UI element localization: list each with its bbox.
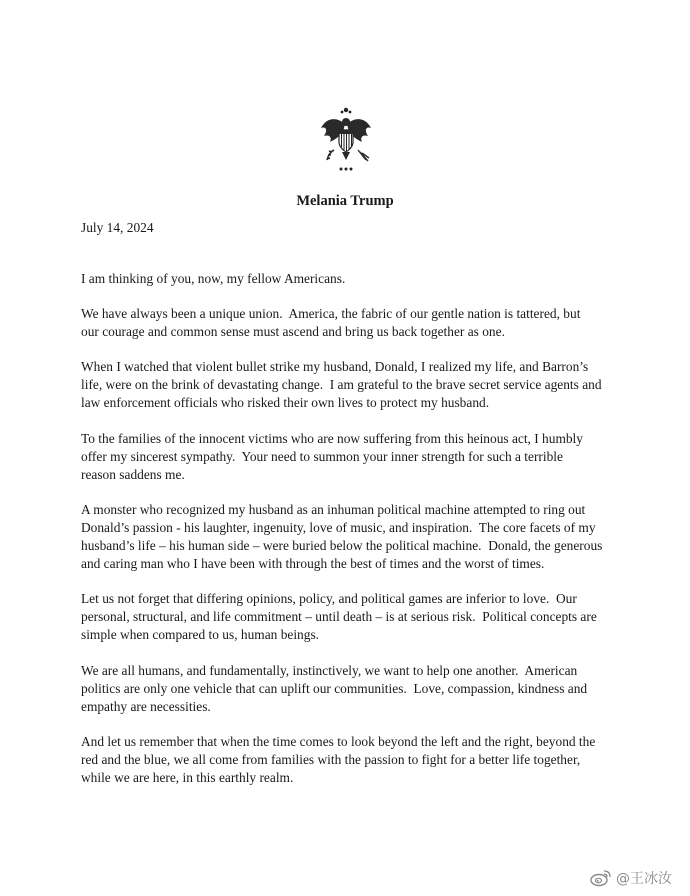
watermark bbox=[590, 868, 672, 888]
letter-line: law enforcement officials who risked their own lives to protect my husband. bbox=[81, 395, 490, 411]
letter-line: empathy are necessities. bbox=[81, 698, 211, 714]
letter-line: Donald’s passion - his laughter, ingenuity, love of music, and inspiration. The core facets of my bbox=[81, 519, 596, 535]
letter-line: while we are here, in this earthly realm. bbox=[81, 769, 294, 785]
letter-line: personal, structural, and life commitment – until death – is at serious risk. Political concepts are bbox=[81, 609, 597, 625]
letter-line: And let us remember that when the time comes to look beyond the left and the right, beyond the bbox=[81, 733, 596, 749]
letter-paragraph bbox=[81, 662, 621, 716]
letter-line: simple when compared to us, human beings. bbox=[81, 627, 320, 643]
letter-paragraph bbox=[81, 270, 621, 288]
letter-line: When I watched that violent bullet strike my husband, Donald, I realized my life, and Barron’s bbox=[81, 359, 589, 375]
eagle-seal-icon bbox=[318, 106, 374, 174]
letter-line: husband’s life – his human side – were buried below the political machine. Donald, the generous bbox=[81, 538, 603, 554]
letter-line: To the families of the innocent victims who are now suffering from this heinous act, I humbly bbox=[81, 430, 583, 446]
letter-paragraph bbox=[81, 501, 621, 573]
letter-line: offer my sincerest sympathy. Your need to summon your inner strength for such a terrible bbox=[81, 448, 563, 464]
letter-date: July 14, 2024 bbox=[81, 220, 154, 235]
weibo-icon bbox=[590, 869, 612, 887]
letter-body bbox=[81, 270, 621, 804]
letter-line: red and the blue, we all come from families with the passion to fight for a better life together, bbox=[81, 751, 581, 767]
letter-line: Let us not forget that differing opinions, policy, and political games are inferior to love. Our bbox=[81, 591, 577, 607]
letter-sender-name: Melania Trump bbox=[296, 193, 394, 209]
letter-line: reason saddens me. bbox=[81, 466, 185, 482]
letter-line: life, were on the brink of devastating change. I am grateful to the brave secret service agents and bbox=[81, 377, 602, 393]
letter-paragraph bbox=[81, 590, 621, 644]
letter-line: politics are only one vehicle that can uplift our communities. Love, compassion, kindness and bbox=[81, 680, 588, 696]
letter-paragraph bbox=[81, 305, 621, 341]
letter-paragraph bbox=[81, 733, 621, 787]
watermark-text: @王冰汝 bbox=[616, 871, 672, 887]
letter-line: We have always been a unique union. America, the fabric of our gentle nation is tattered, but bbox=[81, 306, 581, 322]
letter-line: our courage and common sense must ascend and bring us back together as one. bbox=[81, 324, 505, 340]
letter-line: and caring man who I have been with through the best of times and the worst of times. bbox=[81, 556, 545, 572]
letter-paragraph bbox=[81, 358, 621, 412]
letter-line: I am thinking of you, now, my fellow Americans. bbox=[81, 271, 346, 286]
letter-line: We are all humans, and fundamentally, instinctively, we want to help one another. American bbox=[81, 662, 578, 678]
letter-paragraph bbox=[81, 430, 621, 484]
letter-line: A monster who recognized my husband as an inhuman political machine attempted to ring out bbox=[81, 501, 586, 517]
